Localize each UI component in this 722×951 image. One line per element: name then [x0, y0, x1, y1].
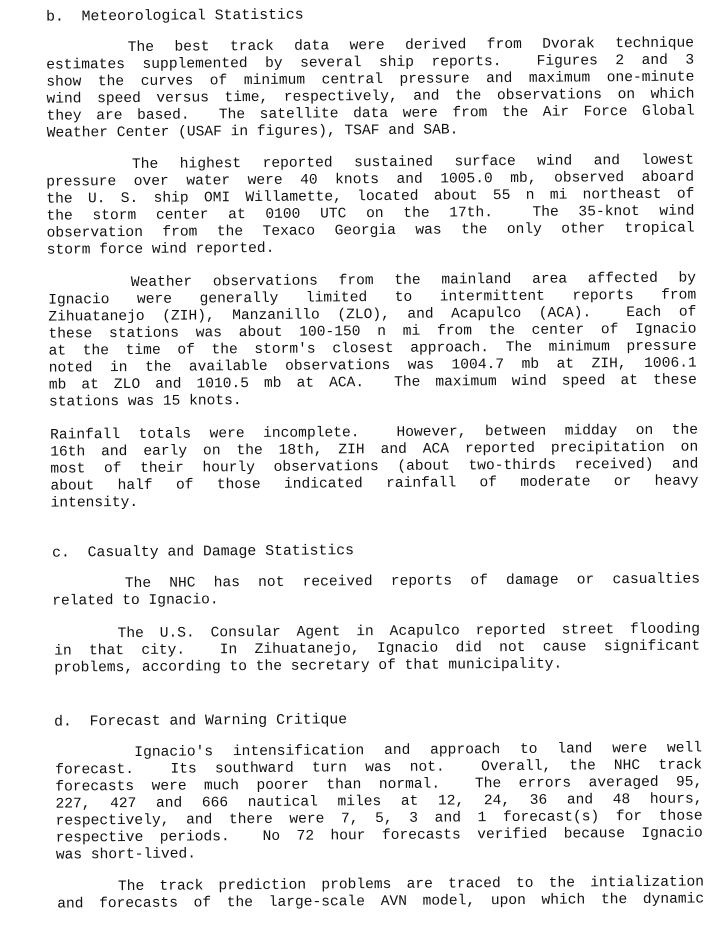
section-b [0, 4, 722, 26]
text-line: most of their hourly observations (about two-thirds received) and [50, 456, 699, 478]
section-heading: b. Meteorological Statistics [45, 7, 304, 26]
text-line: Zihuatanejo (ZIH), Manzanillo (ZLO), and Acapulco (ACA). Each of [48, 304, 697, 326]
text-line: Ignacio's intensification and approach to land were well [54, 740, 703, 762]
paragraph [0, 571, 722, 610]
paragraph [0, 874, 722, 913]
text-line: forecast. Its southward turn was not. Overall, the NHC track [55, 757, 703, 779]
text-line: The track prediction problems are traced to the intialization [56, 874, 705, 896]
text-line: about half of those indicated rainfall of moderate or heavy [50, 473, 699, 495]
text-line: forecasts were much poorer than normal. The errors averaged 95, [55, 774, 703, 796]
text-line: Weather observations from the mainland area affected by [47, 270, 697, 292]
text-line: they are based. The satellite data were from the Air Force Global [46, 103, 695, 125]
text-line: noted in the available observations was 1004.7 mb at ZIH, 1006.1 [48, 355, 697, 377]
text-line: and forecasts of the large-scale AVN model, upon which the dynamic [57, 891, 705, 913]
text-line: The best track data were derived from Dvorak technique [45, 35, 695, 57]
text-line: problems, according to the secretary of that municipality. [54, 656, 563, 677]
text-line: at the time of the storm's closest approach. The minimum pressure [48, 338, 697, 360]
text-line: estimates supplemented by several ship reports. Figures 2 and 3 [46, 52, 695, 74]
text-line: these stations was about 100-150 n mi from the center of Ignacio [48, 321, 697, 343]
section-heading: c. Casualty and Damage Statistics [51, 543, 355, 562]
text-line: mb at ZLO and 1010.5 mb at ACA. The maximum wind speed at these [48, 372, 697, 394]
paragraph [0, 270, 722, 411]
text-line: Ignacio were generally limited to intermittent reports from [48, 287, 697, 309]
text-line: respective periods. No 72 hour forecasts verified because Ignacio [55, 825, 703, 847]
text-line: pressure over water were 40 knots and 1005.0 mb, observed aboard [46, 169, 695, 191]
text-line: was short-lived. [55, 846, 197, 864]
text-line: The NHC has not received reports of damage or casualties [51, 571, 701, 593]
section-heading: d. Forecast and Warning Critique [53, 712, 348, 731]
text-line: The highest reported sustained surface wind and lowest [45, 152, 695, 174]
text-line: related to Ignacio. [52, 592, 219, 610]
text-line: Rainfall totals were incomplete. However, between midday on the [49, 422, 699, 444]
text-line: wind speed versus time, respectively, and the observations on which [46, 86, 695, 108]
text-line: observation from the Texaco Georgia was the only other tropical [46, 220, 695, 242]
text-line: stations was 15 knots. [48, 393, 242, 411]
paragraph [0, 621, 722, 677]
paragraph [0, 152, 722, 259]
section-d [0, 709, 722, 731]
text-line: in that city. In Zihuatanejo, Ignacio did not cause significant [54, 638, 701, 660]
text-line: intensity. [50, 494, 139, 512]
text-line: The U.S. Consular Agent in Acapulco reported street flooding [53, 621, 701, 643]
text-line: the U. S. ship OMI Willamette, located about 55 n mi northeast of [46, 186, 695, 208]
paragraph [0, 740, 722, 864]
section-c [0, 540, 722, 562]
text-line: the storm center at 0100 UTC on the 17th. The 35-knot wind [46, 203, 695, 225]
text-line: show the curves of minimum central pressure and maximum one-minute [46, 69, 695, 91]
text-line: 16th and early on the 18th, ZIH and ACA reported precipitation on [50, 439, 699, 461]
text-line: storm force wind reported. [46, 240, 275, 259]
text-line: Weather Center (USAF in figures), TSAF and SAB. [46, 122, 459, 142]
paragraph [0, 35, 722, 142]
paragraph [0, 422, 722, 512]
text-line: respectively, and there were 7, 5, 3 and 1 forecast(s) for those [55, 808, 703, 830]
text-line: 227, 427 and 666 nautical miles at 12, 24, 36 and 48 hours, [55, 791, 703, 813]
